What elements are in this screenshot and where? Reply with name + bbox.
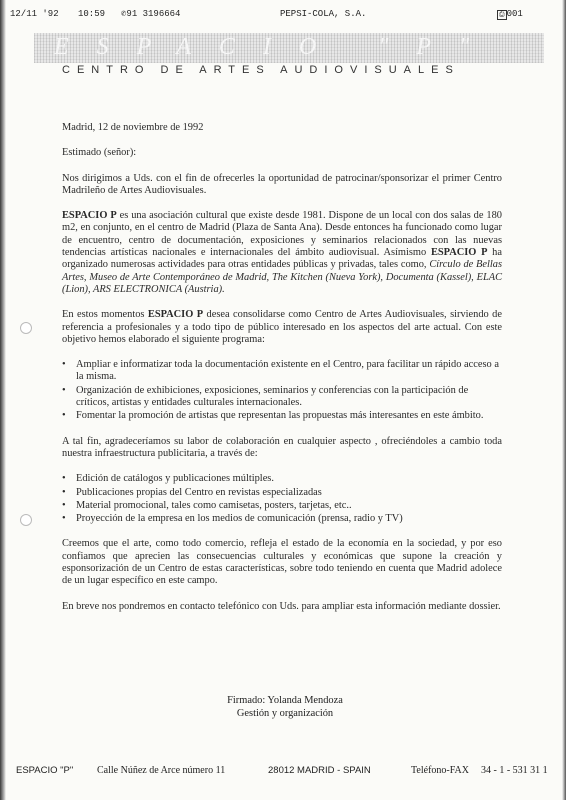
partner-list: Círculo de Bellas Artes, Museo de Arte Contemporáneo de Madrid, The Kitchen (Nueva York), Documenta (Kassel), ELAC (Lion), ARS ELECTRONICA (Austria). bbox=[62, 259, 502, 295]
paragraph-goals-text-a: En estos momentos bbox=[62, 309, 148, 321]
paragraph-about bbox=[62, 210, 502, 296]
date-line: Madrid, 12 de noviembre de 1992 bbox=[62, 122, 204, 133]
fax-time: 10:59 bbox=[78, 9, 106, 19]
paragraph-closing: En breve nos pondremos en contacto telefónico con Uds. para ampliar esta información mediante dossier. bbox=[62, 600, 501, 612]
list-item: • Material promocional, tales como camisetas, posters, tarjetas, etc.. bbox=[62, 500, 502, 512]
letterhead-footer bbox=[0, 765, 566, 781]
fax-page-group bbox=[497, 9, 523, 19]
fax-sender: PEPSI-COLA, S.A. bbox=[280, 9, 367, 19]
footer-address: Calle Núñez de Arce número 11 bbox=[97, 765, 226, 776]
fax-phone-group bbox=[121, 9, 180, 19]
letter-body bbox=[62, 122, 502, 626]
letterhead-banner-text: ESPACIO "P" bbox=[54, 34, 498, 60]
scan-edge-left bbox=[0, 0, 6, 800]
paragraph-about-text-a: es una asociación cultural que existe desde 1981. Dispone de un local con dos salas de 180 m2, en conjunto, en el centro de Madrid (Plaza de Santa Ana). Desde entonces ha funcionado como lugar de encuentro, centro de documentación, exposiciones y seminarios relacionados con las nuevas tendencias artísticas nacionales e internacionales del ámbito audiovisual. Asímismo bbox=[62, 210, 502, 259]
program-list bbox=[62, 359, 502, 422]
fax-page-icon: ⎙ bbox=[499, 11, 505, 19]
paragraph-belief: Creemos que el arte, como todo comercio, refleja el estado de la economía en la sociedad, y por eso confiamos que aprecien las consecuencias culturales y económicas que supone la creación y esponsorización de un Centro de estas características, sobre todo teniendo en cuenta que Madrid adolece de un lugar específico en este campo. bbox=[62, 538, 502, 587]
phone-icon: ✆ bbox=[121, 9, 127, 19]
signer-role: Gestión y organización bbox=[236, 708, 334, 719]
signed-by: Firmado: Yolanda Mendoza bbox=[227, 695, 343, 706]
footer-org: ESPACIO "P" bbox=[16, 765, 74, 776]
list-item: • Organización de exhibiciones, exposiciones, seminarios y conferencias con la participación de críticos, artistas y entidades culturales internacionales. bbox=[62, 385, 502, 410]
letterhead-subtitle: CENTRO DE ARTES AUDIOVISUALES bbox=[62, 64, 460, 76]
list-item: • Proyección de la empresa en los medios de comunicación (prensa, radio y TV) bbox=[62, 513, 502, 525]
footer-city: 28012 MADRID - SPAIN bbox=[268, 765, 371, 776]
org-name: ESPACIO P bbox=[62, 210, 117, 222]
paragraph-offer: A tal fin, agradeceríamos su labor de colaboración en cualquier aspecto , ofreciéndoles a cambio toda nuestra infraestructura publicitaria, a través de: bbox=[62, 435, 502, 459]
paragraph-intro: Nos dirigimos a Uds. con el fin de ofrecerles la oportunidad de patrocinar/sponsorizar el primer Centro Madrileño de Artes Audiovisuales. bbox=[62, 172, 502, 196]
letterhead-banner bbox=[34, 33, 544, 63]
list-item: • Ampliar e informatizar toda la documentación existente en el Centro, para facilitar un rápido acceso a la misma. bbox=[62, 359, 502, 384]
footer-phone-label: Teléfono-FAX bbox=[411, 765, 469, 776]
list-item: • Publicaciones propias del Centro en revistas especializadas bbox=[62, 487, 502, 499]
footer-phone: 34 - 1 - 531 31 1 bbox=[481, 765, 548, 776]
offers-list bbox=[62, 473, 502, 525]
fax-header bbox=[0, 9, 566, 23]
org-name: ESPACIO P bbox=[147, 309, 204, 321]
paragraph-about-text-b: ha organizado numerosas actividades para otras entidades públicas y privadas, tales como, bbox=[62, 247, 502, 271]
fax-phone: 91 3196664 bbox=[126, 9, 181, 19]
salutation: Estimado (señor): bbox=[62, 147, 137, 159]
signature-block bbox=[215, 694, 355, 720]
punch-hole-top bbox=[20, 322, 32, 334]
paragraph-goals-text-b: desea consolidarse como Centro de Artes Audiovisuales, sirviendo de referencia a profesionales y a todo tipo de público interesado en los aspectos del arte actual. Con este objetivo hemos elaborado el siguiente programa: bbox=[62, 309, 502, 345]
fax-date: 12/11 '92 bbox=[10, 9, 59, 19]
paragraph-goals bbox=[62, 309, 502, 346]
list-item: • Fomentar la promoción de artistas que representan las propuestas más interesantes en este ámbito. bbox=[62, 410, 502, 422]
fax-page: 001 bbox=[506, 9, 523, 19]
list-item: • Edición de catálogos y publicaciones múltiples. bbox=[62, 473, 502, 485]
org-name: ESPACIO P bbox=[430, 247, 488, 259]
scan-edge-right bbox=[562, 0, 566, 800]
punch-hole-bottom bbox=[20, 514, 32, 526]
